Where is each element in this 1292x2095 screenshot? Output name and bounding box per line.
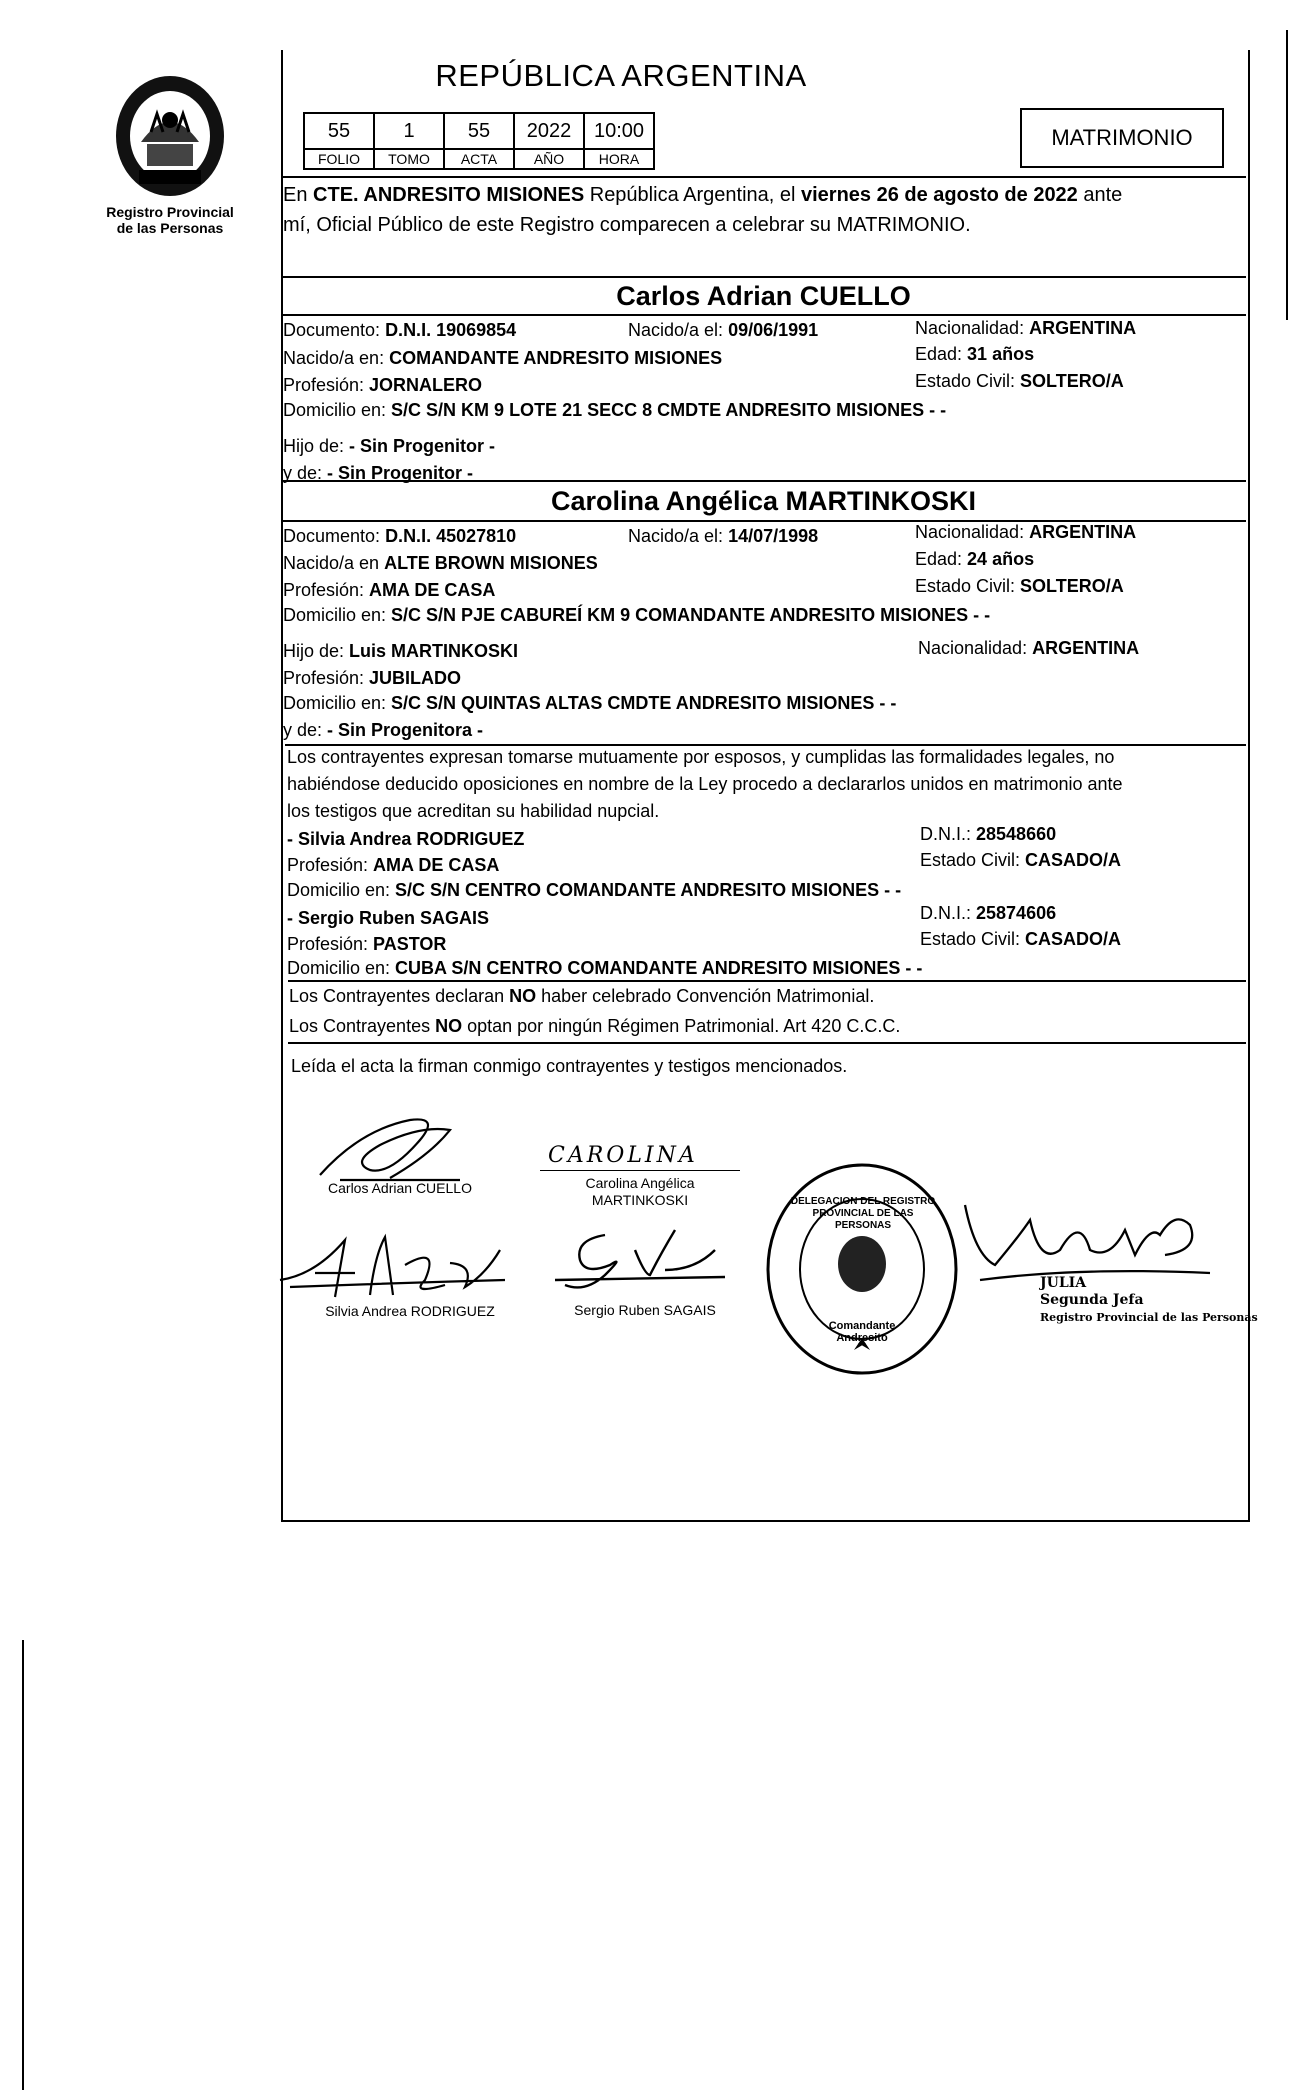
acta-value: 55 (444, 113, 514, 149)
spouse1-profession (283, 375, 482, 396)
label: Edad: (915, 549, 968, 569)
officer-title: Segunda Jefa (1040, 1292, 1144, 1308)
value: - Sin Progenitor - (349, 436, 496, 456)
stamp-ring-text: DELEGACION DEL REGISTRO PROVINCIAL DE LAS PERSONAS (790, 1196, 936, 1231)
divider (281, 480, 1246, 482)
intro-paragraph (283, 180, 1243, 240)
witness2-civil-status (920, 929, 1121, 950)
intro-line2: mí, Oficial Público de este Registro comparecen a celebrar su MATRIMONIO. (283, 214, 971, 236)
regime-convention (289, 986, 874, 1007)
signature-caption-silvia: Silvia Andrea RODRIGUEZ (325, 1303, 495, 1319)
anio-label: AÑO (514, 149, 584, 169)
value: SOLTERO/A (1020, 576, 1124, 596)
value: JORNALERO (369, 375, 483, 395)
anio-value: 2022 (514, 113, 584, 149)
signature-line (540, 1170, 740, 1171)
value: D.N.I. 19069854 (385, 320, 517, 340)
spouse2-profession (283, 580, 495, 601)
officer-office: Registro Provincial de las Personas (1040, 1311, 1258, 1324)
officer-name: JULIA (1040, 1275, 1087, 1291)
witness1-address (287, 880, 901, 901)
witness1-dni (920, 824, 1056, 845)
label: y de: (283, 463, 328, 483)
value: S/C S/N PJE CABUREÍ KM 9 COMANDANTE ANDRESITO MISIONES - - (391, 605, 991, 625)
label: Estado Civil: (920, 850, 1026, 870)
agency-logo (95, 72, 245, 236)
spouse1-age (915, 344, 1034, 365)
divider (288, 980, 1246, 982)
value: Luis MARTINKOSKI (349, 641, 519, 661)
province-seal-icon (111, 72, 229, 200)
declaration-line: habiéndose deducido oposiciones en nombre de la Ley procedo a declararlos unidos en matrimonio ante (287, 774, 1123, 794)
spouse1-parent1 (283, 436, 495, 457)
value: ALTE BROWN MISIONES (384, 553, 598, 573)
value: 09/06/1991 (728, 320, 819, 340)
value: 28548660 (976, 824, 1057, 844)
spouse2-birthplace (283, 553, 598, 574)
label: Profesión: (287, 934, 374, 954)
witness1-civil-status (920, 850, 1121, 871)
spouse1-address (283, 400, 946, 421)
label: Nacionalidad: (918, 638, 1033, 658)
text: NO (435, 1016, 463, 1036)
scan-edge-line (1286, 30, 1288, 320)
value: S/C S/N KM 9 LOTE 21 SECC 8 CMDTE ANDRESITO MISIONES - - (391, 400, 947, 420)
label: Hijo de: (283, 436, 350, 456)
signature-caption-carolina (550, 1175, 730, 1209)
acta-label: ACTA (444, 149, 514, 169)
value: - Sergio Ruben SAGAIS (287, 908, 490, 928)
stamp-seal-icon (762, 1160, 962, 1378)
value: JUBILADO (369, 668, 462, 688)
spouse2-birthdate (628, 526, 818, 547)
registry-table (303, 112, 655, 170)
signature-carolina-handwriting: CAROLINA (548, 1143, 698, 1168)
witness2-profession (287, 934, 446, 955)
regime-patrimonial (289, 1016, 900, 1037)
caption-line: MARTINKOSKI (591, 1192, 689, 1208)
spouse1-document (283, 320, 516, 341)
closing-text: Leída el acta la firman conmigo contrayentes y testigos mencionados. (291, 1056, 848, 1076)
spouse1-name: Carlos Adrian CUELLO (616, 281, 911, 311)
label: Nacionalidad: (915, 522, 1030, 542)
spouse2-name: Carolina Angélica MARTINKOSKI (550, 486, 977, 516)
spouse2-document (283, 526, 516, 547)
value: AMA DE CASA (373, 855, 500, 875)
label: Documento: (283, 526, 386, 546)
text: optan por ningún Régimen Patrimonial. Art 420 C.C.C. (462, 1016, 901, 1036)
value: - Sin Progenitor - (327, 463, 474, 483)
divider (281, 314, 1246, 316)
label: Nacido/a en (283, 553, 385, 573)
label: D.N.I.: (920, 824, 977, 844)
value: S/C S/N CENTRO COMANDANTE ANDRESITO MISIONES - - (395, 880, 902, 900)
value: 24 años (967, 549, 1035, 569)
label: Nacido/a el: (628, 320, 729, 340)
officer-block (1040, 1275, 1258, 1326)
witness2-name (287, 908, 489, 929)
label: Nacido/a el: (628, 526, 729, 546)
folio-value: 55 (304, 113, 374, 149)
value: CASADO/A (1025, 929, 1122, 949)
intro-date: viernes 26 de agosto de 2022 (801, 184, 1078, 206)
label: Edad: (915, 344, 968, 364)
record-type: MATRIMONIO (1051, 125, 1193, 150)
declaration-line: los testigos que acreditan su habilidad nupcial. (287, 801, 660, 821)
label: Profesión: (287, 855, 374, 875)
value: CASADO/A (1025, 850, 1122, 870)
label: Estado Civil: (920, 929, 1026, 949)
spouse1-birthplace (283, 348, 722, 369)
label: D.N.I.: (920, 903, 977, 923)
signature-sergio-icon (545, 1215, 735, 1300)
intro-text: ante (1077, 184, 1123, 206)
signature-caption-carlos: Carlos Adrian CUELLO (328, 1180, 472, 1196)
witness1-name (287, 829, 524, 850)
label: Profesión: (283, 668, 370, 688)
spouse2-nationality (915, 522, 1136, 543)
value: - Sin Progenitora - (327, 720, 484, 740)
agency-name-line2: de las Personas (116, 220, 224, 236)
signature-caption-sergio: Sergio Ruben SAGAIS (574, 1302, 716, 1318)
spouse2-parent2 (283, 720, 483, 741)
divider (281, 276, 1246, 278)
label: Nacido/a en: (283, 348, 390, 368)
spouse2-civil-status (915, 576, 1124, 597)
scan-edge-line (22, 1640, 24, 2090)
value: 25874606 (976, 903, 1057, 923)
signature-silvia-icon (275, 1225, 515, 1310)
value: PASTOR (373, 934, 447, 954)
text: Los Contrayentes (289, 1016, 436, 1036)
value: COMANDANTE ANDRESITO MISIONES (389, 348, 723, 368)
tomo-label: TOMO (374, 149, 444, 169)
value: SOLTERO/A (1020, 371, 1124, 391)
intro-place: CTE. ANDRESITO MISIONES (313, 184, 585, 206)
stamp-inner-text: Comandante Andresito (828, 1320, 896, 1344)
text: haber celebrado Convención Matrimonial. (536, 986, 875, 1006)
label: Domicilio en: (283, 400, 392, 420)
intro-text: En (283, 184, 314, 206)
text: Los Contrayentes declaran (289, 986, 510, 1006)
document-title: REPÚBLICA ARGENTINA (435, 58, 807, 93)
declaration-line: Los contrayentes expresan tomarse mutuamente por esposos, y cumplidas las formalidades legales, no (287, 747, 1115, 767)
divider (288, 1042, 1246, 1044)
label: Nacionalidad: (915, 318, 1030, 338)
label: Domicilio en: (287, 880, 396, 900)
witness2-address (287, 958, 922, 979)
witness1-profession (287, 855, 499, 876)
value: 14/07/1998 (728, 526, 819, 546)
witness2-dni (920, 903, 1056, 924)
folio-label: FOLIO (304, 149, 374, 169)
spouse2-address (283, 605, 990, 626)
label: Estado Civil: (915, 371, 1021, 391)
text: NO (509, 986, 537, 1006)
label: Estado Civil: (915, 576, 1021, 596)
spouse2-parent1-profession (283, 668, 461, 689)
value: ARGENTINA (1032, 638, 1140, 658)
label: Hijo de: (283, 641, 350, 661)
spouse2-parent1 (283, 641, 518, 662)
value: - Silvia Andrea RODRIGUEZ (287, 829, 525, 849)
divider (281, 176, 1246, 178)
spouse2-parent1-nationality (918, 638, 1139, 659)
label: Domicilio en: (287, 958, 396, 978)
spouse1-nationality (915, 318, 1136, 339)
record-type-box (1020, 108, 1224, 168)
official-stamp (762, 1160, 962, 1378)
intro-text: República Argentina, el (584, 184, 801, 206)
value: ARGENTINA (1029, 318, 1137, 338)
tomo-value: 1 (374, 113, 444, 149)
hora-value: 10:00 (584, 113, 654, 149)
spouse2-parent1-address (283, 693, 896, 714)
value: 31 años (967, 344, 1035, 364)
label: Profesión: (283, 580, 370, 600)
spouse1-civil-status (915, 371, 1124, 392)
declaration-paragraph (287, 744, 1247, 825)
spouse2-age (915, 549, 1034, 570)
label: Profesión: (283, 375, 370, 395)
value: D.N.I. 45027810 (385, 526, 517, 546)
hora-label: HORA (584, 149, 654, 169)
caption-line: Carolina Angélica (585, 1175, 695, 1191)
value: AMA DE CASA (369, 580, 496, 600)
spouse1-birthdate (628, 320, 818, 341)
label: Domicilio en: (283, 693, 392, 713)
label: Domicilio en: (283, 605, 392, 625)
label: Documento: (283, 320, 386, 340)
value: S/C S/N QUINTAS ALTAS CMDTE ANDRESITO MISIONES - - (391, 693, 897, 713)
label: y de: (283, 720, 328, 740)
value: ARGENTINA (1029, 522, 1137, 542)
agency-name-line1: Registro Provincial (106, 204, 234, 220)
value: CUBA S/N CENTRO COMANDANTE ANDRESITO MISIONES - - (395, 958, 923, 978)
